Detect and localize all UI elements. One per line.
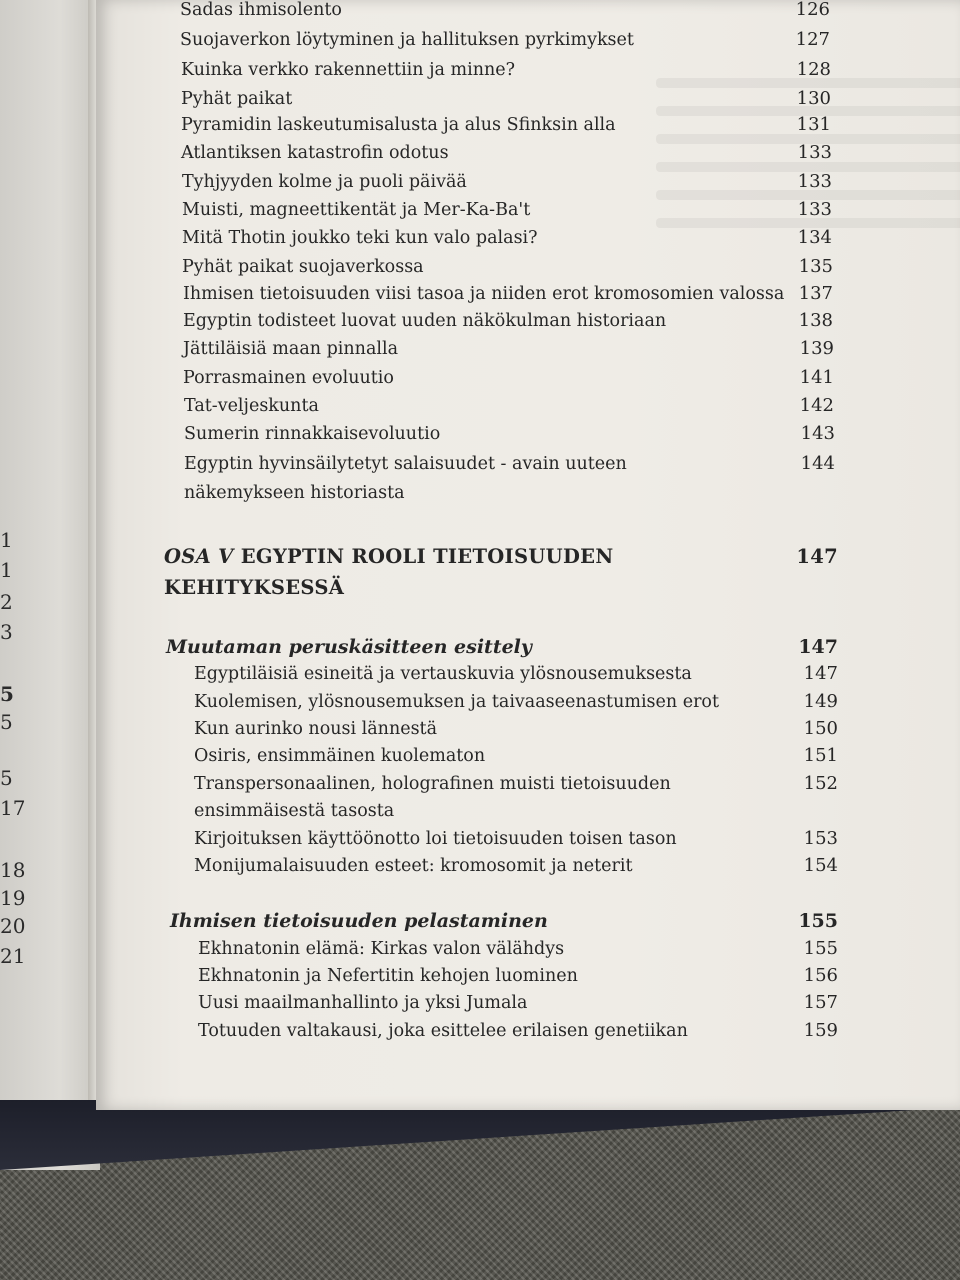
toc-entry-title: Pyhät paikat [181,89,293,109]
toc-entry-page: 142 [799,395,834,416]
toc-page [96,0,960,1110]
toc-entry-title: Mitä Thotin joukko teki kun valo palasi? [182,228,538,248]
toc-entry-title: Suojaverkon löytyminen ja hallituksen pyrkimykset [180,30,634,50]
left-page-number: 21 [0,944,26,968]
toc-entry [96,366,960,394]
toc-entry [96,1019,960,1047]
toc-entry-title: Egyptin todisteet luovat uuden näkökulman historiaan [183,311,667,331]
toc-entry [96,690,960,718]
left-page [0,0,100,1170]
left-page-number: 5 [0,682,14,706]
toc-entry [96,394,960,422]
toc-entry-title: Tat-veljeskunta [184,396,319,416]
toc-entry-page: 156 [803,965,838,986]
toc-entry-page: 155 [798,910,838,932]
toc-entry-title: Transpersonaalinen, holografinen muisti tietoisuuden [194,774,671,794]
toc-entry-title: Osiris, ensimmäinen kuolematon [194,746,486,766]
toc-entry-title: Uusi maailmanhallinto ja yksi Jumala [198,993,528,1013]
toc-entry-page: 147 [796,545,838,568]
left-page-number: 1 [0,528,13,552]
toc-entry-page: 159 [803,1020,838,1041]
left-page-number: 19 [0,886,26,910]
toc-entry-title: Monijumalaisuuden esteet: kromosomit ja neterit [194,856,633,876]
toc-entry-title: OSA V EGYPTIN ROOLI TIETOISUUDEN [164,545,614,568]
toc-entry-title: Pyhät paikat suojaverkossa [182,257,424,277]
toc-entry-title: Kirjoituksen käyttöönotto loi tietoisuuden toisen tason [194,829,677,849]
left-page-number: 1 [0,558,13,582]
toc-entry-page: 153 [803,828,838,849]
toc-entry [96,799,960,827]
toc-entry-title: Jättiläisiä maan pinnalla [183,339,399,359]
toc-entry [96,198,960,226]
left-page-number: 2 [0,590,13,614]
toc-entry [96,662,960,690]
toc-entry-title: Pyramidin laskeutumisalusta ja alus Sfinksin alla [181,115,616,135]
toc-entry-title: Totuuden valtakausi, joka esittelee erilaisen genetiikan [198,1021,688,1041]
toc-entry-page: 154 [803,855,838,876]
toc-entry-page: 147 [803,663,838,684]
toc-entry-title: Muutaman peruskäsitteen esittely [166,636,532,658]
toc-entry [96,964,960,992]
part-label: OSA V [164,545,241,568]
toc-entry-page: 138 [798,310,833,331]
toc-entry [96,481,960,509]
section-heading [96,635,960,663]
toc-entry [96,452,960,480]
toc-entry-page: 127 [795,29,830,50]
part-heading [96,545,960,573]
toc-entry-page: 147 [798,636,838,658]
toc-entry-title: ensimmäisestä tasosta [194,801,395,821]
left-page-number: 18 [0,858,26,882]
toc-entry-title: Ekhnatonin ja Nefertitin kehojen luominen [198,966,578,986]
toc-entry-title: Atlantiksen katastrofin odotus [181,143,449,163]
left-page-number: 20 [0,914,26,938]
toc-entry [96,255,960,283]
toc-entry [96,772,960,800]
toc-entry-page: 126 [795,0,830,20]
left-page-number: 3 [0,620,13,644]
toc-entry [96,28,960,56]
part-heading [96,576,960,604]
toc-entry-title: Kuinka verkko rakennettiin ja minne? [181,60,515,80]
toc-entry [96,58,960,86]
toc-entry-title: Muisti, magneettikentät ja Mer-Ka-Ba't [182,200,531,220]
toc-entry-title: Kuolemisen, ylösnousemuksen ja taivaaseenastumisen erot [194,692,719,712]
toc-entry-page: 133 [797,171,832,192]
toc-entry-page: 137 [798,283,833,304]
toc-entry-title: näkemykseen historiasta [184,483,405,503]
toc-entry-title: Porrasmainen evoluutio [183,368,394,388]
toc-entry-page: 141 [799,367,834,388]
toc-entry [96,113,960,141]
toc-entry [96,87,960,115]
toc-entry-page: 133 [797,199,832,220]
toc-entry [96,827,960,855]
toc-entry-page: 157 [803,992,838,1013]
toc-entry-page: 143 [800,423,835,444]
toc-entry-page: 155 [803,938,838,959]
toc-entry-page: 139 [799,338,834,359]
toc-entry-page: 131 [796,114,831,135]
toc-entry-page: 128 [796,59,831,80]
toc-entry-page: 152 [803,773,838,794]
toc-entry-title: Sumerin rinnakkaisevoluutio [184,424,441,444]
toc-entry [96,422,960,450]
toc-entry [96,744,960,772]
section-heading [96,909,960,937]
toc-entry-title: Kun aurinko nousi lännestä [194,719,438,739]
toc-entry-title: Ekhnatonin elämä: Kirkas valon välähdys [198,939,565,959]
toc-entry [96,282,960,310]
toc-entry [96,141,960,169]
toc-entry-page: 133 [797,142,832,163]
left-page-number: 17 [0,796,26,820]
left-page-numbers [0,0,40,1000]
toc-entry-title: KEHITYKSESSÄ [164,576,345,599]
toc-entry [96,717,960,745]
toc-entry-title: Egyptiläisiä esineitä ja vertauskuvia ylösnousemuksesta [194,664,692,684]
toc-entry [96,854,960,882]
toc-entry-title: Tyhjyyden kolme ja puoli päivää [182,172,467,192]
toc-entry [96,337,960,365]
toc-entry [96,991,960,1019]
toc-entry [96,226,960,254]
toc-entry-title: Egyptin hyvinsäilytetyt salaisuudet - avain uuteen [184,454,627,474]
toc-entry-page: 130 [796,88,831,109]
toc-entry [96,937,960,965]
toc-entry [96,170,960,198]
toc-entry-page: 150 [803,718,838,739]
toc-entry [96,0,960,26]
toc-entry-page: 135 [798,256,833,277]
left-page-number: 5 [0,766,13,790]
left-page-number: 5 [0,710,13,734]
toc-entry [96,309,960,337]
toc-entry-page: 134 [797,227,832,248]
toc-entry-title: Ihmisen tietoisuuden pelastaminen [170,910,548,932]
toc-entry-page: 149 [803,691,838,712]
toc-entry-title: Sadas ihmisolento [180,0,342,20]
toc-entry-page: 144 [800,453,835,474]
toc-entry-page: 151 [803,745,838,766]
toc-entry-title: Ihmisen tietoisuuden viisi tasoa ja niiden erot kromosomien valossa [183,284,785,304]
